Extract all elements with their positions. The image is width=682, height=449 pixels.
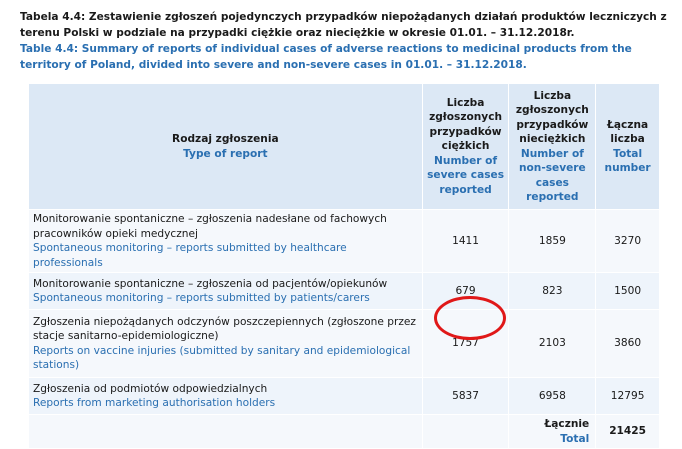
row-type-cell: [29, 273, 423, 310]
grand-total-value: 21425: [596, 415, 660, 449]
header-label-en: Total number: [604, 147, 651, 174]
table-row: [29, 310, 660, 378]
row-type-pl: Zgłoszenia niepożądanych odczynów poszczepiennych (zgłoszone przez stacje sanitarno-epidemiologiczne): [33, 315, 416, 342]
total-count: 3860: [596, 310, 660, 378]
table-caption: [20, 9, 672, 73]
non-severe-count: 2103: [509, 310, 596, 378]
total-count: 1500: [596, 273, 660, 310]
header-type-of-report: [29, 84, 423, 210]
row-type-cell: [29, 378, 423, 415]
header-label-pl: Liczba zgłoszonych przypadków nieciężkich: [515, 89, 589, 145]
severe-count: 1757: [422, 310, 509, 378]
table-row: [29, 273, 660, 310]
total-label: [509, 415, 596, 449]
non-severe-count: 1859: [509, 210, 596, 273]
header-label-pl: Łączna liczba: [607, 118, 649, 145]
header-label-pl: Liczba zgłoszonych przypadków ciężkich: [429, 96, 503, 153]
total-row-blank: [29, 415, 423, 449]
severe-count: 5837: [422, 378, 509, 415]
total-label-en: Total: [560, 432, 590, 445]
total-row-blank: [422, 415, 509, 449]
severe-count: 1411: [422, 210, 509, 273]
header-non-severe-cases: [509, 84, 596, 210]
row-type-pl: Zgłoszenia od podmiotów odpowiedzialnych: [33, 382, 268, 395]
header-total-number: [596, 84, 660, 210]
adverse-reactions-table: [28, 83, 660, 449]
row-type-cell: [29, 310, 423, 378]
total-count: 3270: [596, 210, 660, 273]
header-severe-cases: [422, 84, 509, 210]
header-label-en: Number of non-severe cases reported: [518, 147, 586, 203]
row-type-pl: Monitorowanie spontaniczne – zgłoszenia nadesłane od fachowych pracowników opieki medycznej: [33, 213, 387, 240]
header-label-en: Number of severe cases reported: [427, 154, 505, 196]
header-label-en: Type of report: [183, 147, 268, 160]
total-label-pl: Łącznie: [544, 418, 590, 430]
row-type-en: Reports on vaccine injuries (submitted by sanitary and epidemiological stations): [33, 344, 411, 371]
row-type-en: Spontaneous monitoring – reports submitted by healthcare professionals: [33, 242, 347, 269]
row-type-pl: Monitorowanie spontaniczne – zgłoszenia od pacjentów/opiekunów: [33, 277, 388, 290]
total-row: [29, 415, 660, 449]
row-type-cell: [29, 210, 423, 273]
caption-english: Table 4.4: Summary of reports of individual cases of adverse reactions to medicinal products from the territory of Poland, divided into severe and non-severe cases in 01.01. – 31.12.2018.: [20, 43, 632, 71]
total-count: 12795: [596, 378, 660, 415]
table-row: [29, 210, 660, 273]
row-type-en: Spontaneous monitoring – reports submitted by patients/carers: [33, 292, 370, 304]
non-severe-count: 823: [509, 273, 596, 310]
header-label-pl: Rodzaj zgłoszenia: [172, 133, 279, 145]
caption-polish: Tabela 4.4: Zestawienie zgłoszeń pojedynczych przypadków niepożądanych działań produktów leczniczych z terenu Polski w podziale na przypadki ciężkie oraz nieciężkie w okresie 01.01. – 31.12.2018r.: [20, 11, 667, 39]
table-row: [29, 378, 660, 415]
non-severe-count: 6958: [509, 378, 596, 415]
row-type-en: Reports from marketing authorisation holders: [33, 397, 276, 409]
severe-count: 679: [422, 273, 509, 310]
header-row: [29, 84, 660, 210]
